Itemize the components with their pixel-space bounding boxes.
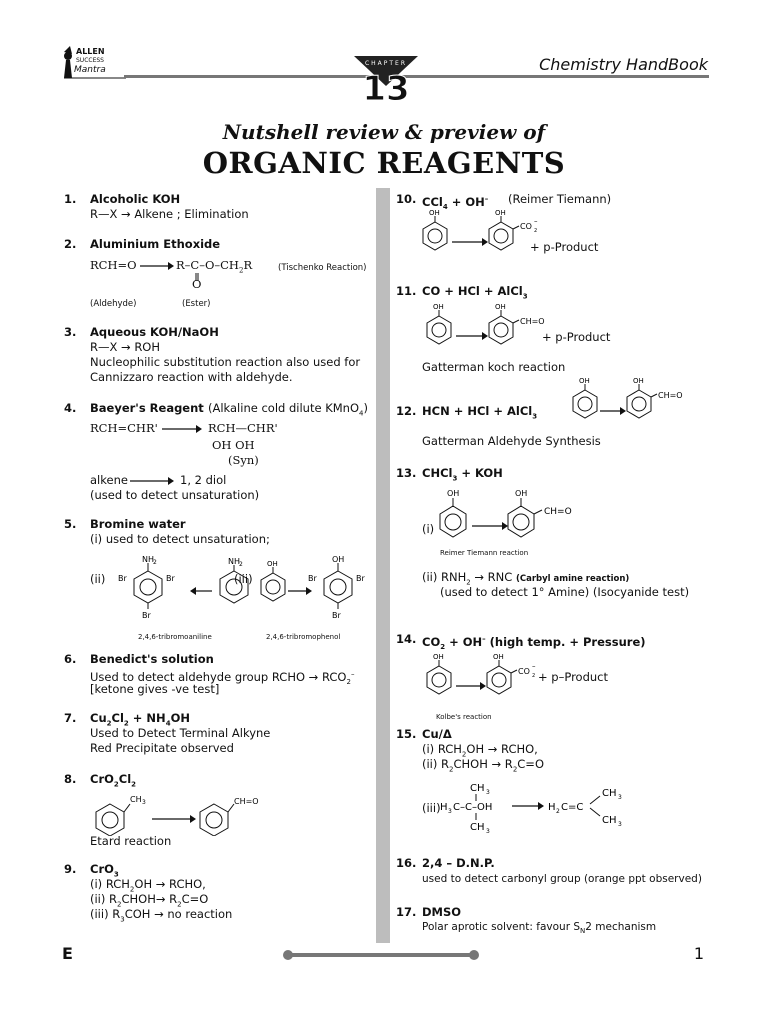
entry-number: 5. xyxy=(64,517,77,531)
svg-text:CH=O: CH=O xyxy=(544,507,572,517)
svg-text:Br: Br xyxy=(166,574,175,583)
entry-text: (i) $RCH_2OH$ → RCHO, xyxy=(422,742,538,759)
svg-text:2: 2 xyxy=(239,561,243,568)
svg-text:OH: OH xyxy=(495,209,506,217)
phenol-structure xyxy=(418,208,452,256)
phenol-structure xyxy=(436,488,470,542)
svg-text:OH: OH xyxy=(433,653,444,661)
entry-text: (ii) $RNH_2$ → RNC (Carbyl amine reaction) xyxy=(422,570,630,587)
reaction-note: (Tischenko Reaction) xyxy=(278,263,367,273)
reaction-arrow xyxy=(452,237,488,247)
entry-heading: Alcoholic KOH xyxy=(90,192,181,206)
svg-text:2: 2 xyxy=(556,808,560,815)
reaction-label: Kolbe's reaction xyxy=(436,713,492,721)
entry-text: (i) used to detect unsaturation; xyxy=(90,532,270,546)
entry-heading: Bromine water xyxy=(90,517,186,531)
label-aldehyde: (Aldehyde) xyxy=(90,299,137,309)
svg-text:3: 3 xyxy=(448,808,452,815)
entry-heading: CrO$_3$ xyxy=(90,862,119,879)
svg-text:CH=O: CH=O xyxy=(658,391,683,400)
column-divider xyxy=(376,188,390,943)
entry-text: (iii) $R_3COH$ → no reaction xyxy=(90,907,233,924)
svg-text:Br: Br xyxy=(308,574,317,583)
svg-text:Br: Br xyxy=(356,574,365,583)
entry-text: (used to detect 1° Amine) (Isocyanide test) xyxy=(440,585,690,599)
chapter-number: 13 xyxy=(362,69,410,104)
side-product: + p–Product xyxy=(538,670,609,684)
footer-letter: E xyxy=(62,944,73,963)
sub-label: (i) xyxy=(422,522,435,536)
product-oh: OH OH xyxy=(212,438,255,452)
entry-text: Nucleophilic substitution reaction also used for xyxy=(90,355,361,369)
reaction-arrow xyxy=(472,521,508,531)
logo-line2: SUCCESS xyxy=(76,57,104,64)
title-line1: Nutshell review & preview of xyxy=(222,120,546,144)
entry-text: Red Precipitate observed xyxy=(90,741,234,755)
svg-text:CH=O: CH=O xyxy=(234,797,259,806)
svg-text:OH: OH xyxy=(579,377,590,385)
label-tribromophenol: 2,4,6-tribromophenol xyxy=(266,633,341,641)
reactant: RCH=CHR' xyxy=(90,421,158,435)
entry-number: 11. xyxy=(396,284,417,298)
entry-text: R—X → ROH xyxy=(90,340,161,354)
entry-text: Used to detect aldehyde group RCHO → $RCO_2^-$ xyxy=(90,669,355,687)
entry-number: 4. xyxy=(64,401,77,415)
footer-rule xyxy=(285,953,477,957)
side-product: + p-Product xyxy=(530,240,599,254)
isopropanol-to-propene xyxy=(440,779,640,835)
svg-text:OH: OH xyxy=(429,209,440,217)
svg-text:OH: OH xyxy=(515,489,528,498)
entry-text: Used to Detect Terminal Alkyne xyxy=(90,726,271,740)
entry-text: (ii) $R_2CHOH\to R_2C=O$ xyxy=(90,892,209,909)
salicylaldehyde-structure xyxy=(504,488,588,542)
benzaldehyde-structure xyxy=(194,788,274,836)
footer-dot-left xyxy=(283,950,293,960)
label-ester: (Ester) xyxy=(182,299,211,309)
svg-text:2: 2 xyxy=(153,559,157,566)
chapter-label: CHAPTER xyxy=(364,60,408,67)
entry-number: 12. xyxy=(396,404,417,418)
reaction-arrow xyxy=(152,814,196,824)
entry-number: 9. xyxy=(64,862,77,876)
entry-heading: Aluminium Ethoxide xyxy=(90,237,221,251)
entry-number: 16. xyxy=(396,856,417,870)
entry-number: 3. xyxy=(64,325,77,339)
entry-heading: CCl$_4$ + OH– xyxy=(422,194,489,212)
reaction-arrow-left xyxy=(190,586,212,596)
entry-number: 1. xyxy=(64,192,77,206)
entry-number: 15. xyxy=(396,727,417,741)
syn-label: (Syn) xyxy=(228,453,259,467)
svg-text:Br: Br xyxy=(118,574,127,583)
reaction-arrow xyxy=(162,424,202,434)
svg-text:3: 3 xyxy=(618,794,622,801)
svg-text:CH: CH xyxy=(602,788,617,799)
entry-number: 14. xyxy=(396,632,417,646)
svg-text:Br: Br xyxy=(142,611,151,620)
entry-number: 8. xyxy=(64,772,77,786)
entry-text: (i) $RCH_2OH$ → RCHO, xyxy=(90,877,206,894)
svg-text:H: H xyxy=(440,802,448,813)
svg-text:CO: CO xyxy=(518,667,530,676)
entry-text: alkene xyxy=(90,473,128,487)
page-number: 1 xyxy=(693,944,704,963)
logo-line1: ALLEN xyxy=(76,47,105,56)
svg-text:OH: OH xyxy=(633,377,644,385)
entry-heading: 2,4 – D.N.P. xyxy=(422,856,495,870)
entry-number: 10. xyxy=(396,192,417,206)
salicylaldehyde-structure xyxy=(622,376,692,424)
svg-text:NH: NH xyxy=(228,557,240,566)
entry-heading: Baeyer's Reagent xyxy=(90,401,204,415)
svg-text:CH: CH xyxy=(602,815,617,826)
oxygen-label: O xyxy=(192,277,202,291)
svg-text:OH: OH xyxy=(332,555,345,564)
toluene-structure xyxy=(90,788,150,836)
svg-text:3: 3 xyxy=(142,799,146,806)
reactant: RCH=O xyxy=(90,258,137,272)
svg-text:–: – xyxy=(534,217,538,225)
entry-text: 1, 2 diol xyxy=(180,473,227,487)
entry-heading: Benedict's solution xyxy=(90,652,214,666)
svg-text:CH: CH xyxy=(470,822,485,833)
svg-text:OH: OH xyxy=(447,489,460,498)
svg-text:CH: CH xyxy=(470,783,485,794)
svg-text:3: 3 xyxy=(486,789,490,796)
svg-text:CO: CO xyxy=(520,222,532,231)
entry-text: Gatterman Aldehyde Synthesis xyxy=(422,434,601,448)
svg-text:3: 3 xyxy=(486,828,490,835)
entry-text: (used to detect unsaturation) xyxy=(90,488,260,502)
chapter-badge xyxy=(350,52,422,104)
title-line2: ORGANIC REAGENTS xyxy=(202,146,566,180)
entry-heading: $Cu_2Cl_2 + NH_4OH$ xyxy=(90,711,190,728)
entry-text: (ii) $R_2CHOH \to R_2C=O$ xyxy=(422,757,544,774)
svg-text:–: – xyxy=(532,662,536,670)
svg-text:C–C–OH: C–C–OH xyxy=(453,802,493,813)
svg-text:2: 2 xyxy=(534,228,538,234)
entry-heading: Aqueous KOH/NaOH xyxy=(90,325,219,339)
svg-text:OH: OH xyxy=(493,653,504,661)
entry-text: Gatterman koch reaction xyxy=(422,360,566,374)
book-title: Chemistry HandBook xyxy=(539,55,708,74)
svg-text:OH: OH xyxy=(433,303,444,311)
svg-text:CH: CH xyxy=(130,795,142,804)
entry-number: 2. xyxy=(64,237,77,251)
svg-text:C=C: C=C xyxy=(561,802,584,813)
entry-heading: $CO_2 + OH^-$ (high temp. + Pressure) xyxy=(422,634,646,652)
entry-number: 7. xyxy=(64,711,77,725)
side-product: + p-Product xyxy=(542,330,611,344)
entry-number: 13. xyxy=(396,466,417,480)
svg-text:3: 3 xyxy=(618,821,622,828)
phenol-structure xyxy=(422,652,456,700)
footer-dot-right xyxy=(469,950,479,960)
svg-text:CH=O: CH=O xyxy=(520,317,545,326)
phenol-structure xyxy=(422,302,456,350)
phenol-structure xyxy=(256,559,290,607)
tribromophenol-structure xyxy=(298,553,378,625)
entry-heading: CO + HCl + AlCl$_3$ xyxy=(422,284,528,301)
reaction-arrow xyxy=(140,261,174,271)
entry-text: R—X → Alkene ; Elimination xyxy=(90,207,249,221)
allen-logo xyxy=(60,44,130,82)
entry-heading: $CrO_2Cl_2$ xyxy=(90,772,137,789)
entry-heading: CHCl$_3$ + KOH xyxy=(422,466,503,483)
reaction-note: (Reimer Tiemann) xyxy=(508,192,612,206)
entry-text: Cannizzaro reaction with aldehyde. xyxy=(90,370,293,384)
tribromoaniline-structure xyxy=(108,553,188,625)
entry-text: used to detect carbonyl group (orange ppt observed) xyxy=(422,873,702,885)
svg-text:NH: NH xyxy=(142,555,154,564)
phenol-structure xyxy=(568,376,602,424)
entry-number: 17. xyxy=(396,905,417,919)
label-tribromoaniline: 2,4,6-tribromoaniline xyxy=(138,633,212,641)
entry-heading: Cu/Δ xyxy=(422,727,452,741)
entry-text: [ketone gives -ve test] xyxy=(90,682,220,696)
svg-text:2: 2 xyxy=(532,673,536,679)
product: RCH—CHR' xyxy=(208,421,278,435)
entry-heading: HCN + HCl + AlCl$_3$ xyxy=(422,404,538,421)
reagent-condition: (Alkaline cold dilute KMnO$_4$) xyxy=(208,401,368,418)
entry-text: Etard reaction xyxy=(90,834,172,848)
entry-number: 6. xyxy=(64,652,77,666)
svg-text:H: H xyxy=(548,802,556,813)
product: $R-C-O-CH_2R$ xyxy=(176,258,253,275)
svg-text:OH: OH xyxy=(495,303,506,311)
svg-text:OH: OH xyxy=(267,560,278,568)
reaction-arrow xyxy=(130,476,174,486)
entry-heading: DMSO xyxy=(422,905,462,919)
sub-label: (iii) xyxy=(234,572,253,586)
svg-text:Br: Br xyxy=(332,611,341,620)
reaction-label: Reimer Tiemann reaction xyxy=(440,549,529,557)
logo-line3: Mantra xyxy=(74,65,106,75)
entry-text: Polar aprotic solvent: favour $S_N2$ mechanism xyxy=(422,921,657,936)
sub-label: (iii) xyxy=(422,801,441,815)
sub-label: (ii) xyxy=(90,572,106,586)
